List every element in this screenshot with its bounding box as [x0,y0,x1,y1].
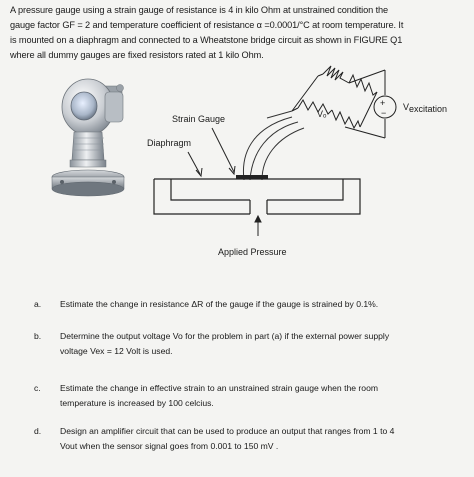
intro-line-2: gauge factor GF = 2 and temperature coefficient of resistance α =0.0001/°C at room temperature. It [10,20,404,30]
diaphragm-housing [154,175,360,214]
bridge-minus-sign: − [381,108,387,118]
problem-statement [10,3,466,63]
question-text: Design an amplifier circuit that can be used to produce an output that ranges from 1 to 4 [60,426,395,436]
question-text: Vout when the sensor signal goes from 0.001 to 150 mV . [60,441,279,451]
question-text: voltage Vex = 12 Volt is used. [60,346,173,356]
strain-gauge-label: Strain Gauge [172,114,226,124]
vo-label: Vₒ [317,109,327,119]
question-letter: a. [34,299,42,309]
vex-subscript: excitation [409,104,448,114]
gauge-lead-wires [243,117,304,180]
applied-pressure-arrow [255,216,261,236]
question-text: Determine the output voltage Vo for the problem in part (a) if the external power supply [60,331,390,341]
intro-line-4: where all dummy gauges are fixed resistors rated at 1 kilo Ohm. [10,50,264,60]
diaphragm-label: Diaphragm [147,138,192,148]
vex-label: V [403,102,410,112]
intro-line-1: A pressure gauge using a strain gauge of resistance is 4 in kilo Ohm at unstrained condition the [10,5,389,15]
question-letter: b. [34,331,42,341]
pressure-transmitter-image [52,79,124,196]
applied-pressure-label: Applied Pressure [218,247,287,257]
intro-line-3: is mounted on a diaphragm and connected to a Wheatstone bridge circuit as shown in FIGURE Q1 [10,35,403,45]
question-text: Estimate the change in resistance ΔR of the gauge if the gauge is strained by 0.1%. [60,299,379,309]
question-letter: d. [34,426,42,436]
label-arrows [188,128,235,176]
wheatstone-bridge [267,66,396,138]
question-letter: c. [34,383,41,393]
figure-q1 [0,62,474,282]
bridge-plus-sign: + [380,98,386,108]
question-text: temperature is increased by 100 celcius. [60,398,214,408]
question-text: Estimate the change in effective strain to an unstrained strain gauge when the room [60,383,379,393]
